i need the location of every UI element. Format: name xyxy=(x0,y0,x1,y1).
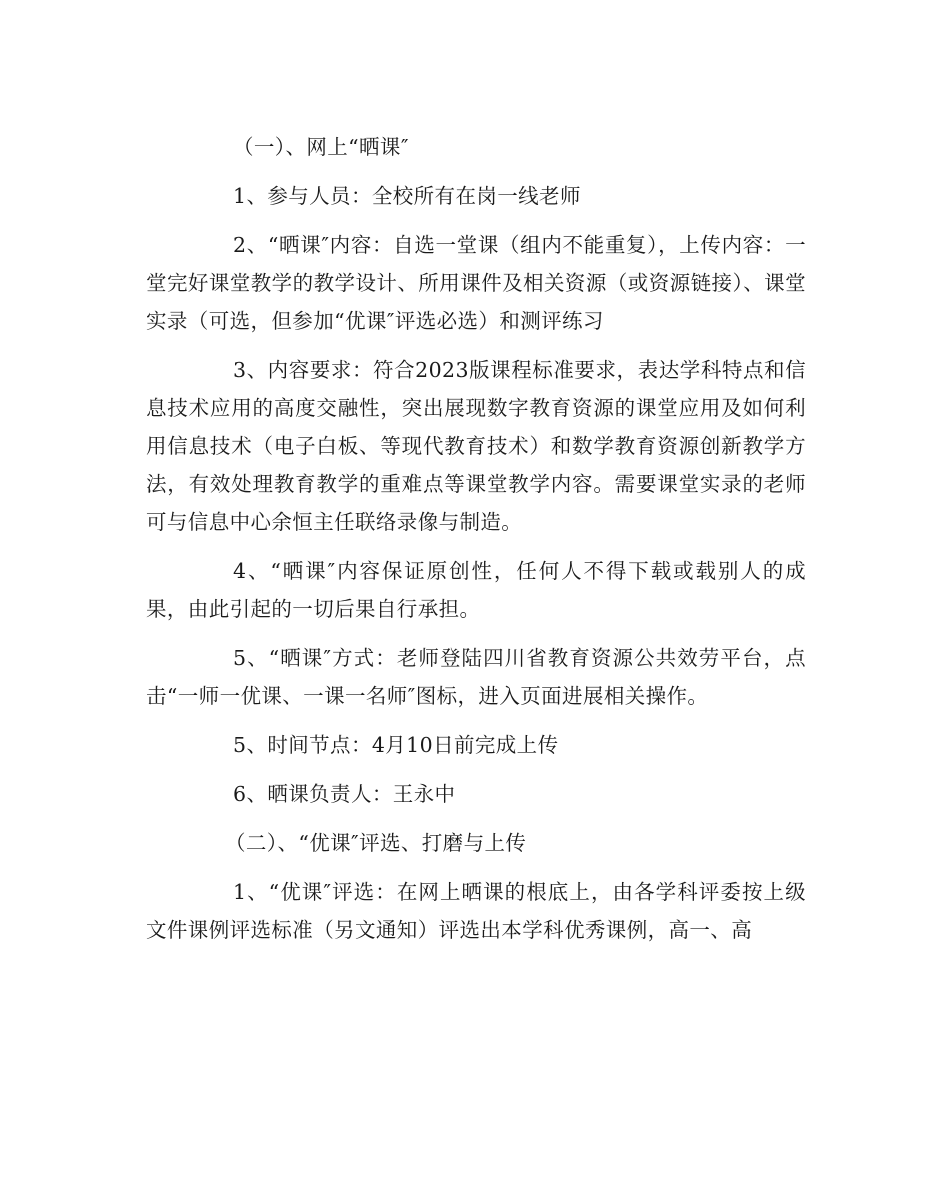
section-heading-online-course: （一）、网上“晒课″ xyxy=(233,135,409,159)
item-method: 5、“晒课″方式：老师登陆四川省教育资源公共效劳平台，点击“一师一优课、一课一名师″图标，进入页面进展相关操作。 xyxy=(146,646,806,708)
item-content-requirements: 3、内容要求：符合2023版课程标准要求，表达学科特点和信息技术应用的高度交融性，突出展现数字教育资源的课堂应用及如何利用信息技术（电子白板、等现代教育技术）和数学教育资源创新教学方法，有效处理教育教学的重难点等课堂教学内容。需要课堂实录的老师可与信息中心余恒主任联络录像与制造。 xyxy=(146,358,806,534)
item-participants: 1、参与人员：全校所有在岗一线老师 xyxy=(233,184,581,208)
item-originality: 4、“晒课″内容保证原创性，任何人不得下载或载别人的成果，由此引起的一切后果自行承担。 xyxy=(146,559,806,621)
section-heading-excellent-course: （二）、“优课″评选、打磨与上传 xyxy=(225,831,527,855)
item-responsible-person: 6、晒课负责人：王永中 xyxy=(233,782,456,806)
document-body xyxy=(146,128,806,960)
item-excellent-selection: 1、“优课″评选：在网上晒课的根底上，由各学科评委按上级文件课例评选标准（另文通知）评选出本学科优秀课例，高一、高 xyxy=(146,880,806,942)
item-course-content: 2、“晒课″内容：自选一堂课（组内不能重复），上传内容：一堂完好课堂教学的教学设计、所用课件及相关资源（或资源链接）、课堂实录（可选，但参加“优课″评选必选）和测评练习 xyxy=(146,233,806,333)
item-deadline: 5、时间节点：4月10日前完成上传 xyxy=(233,733,559,757)
